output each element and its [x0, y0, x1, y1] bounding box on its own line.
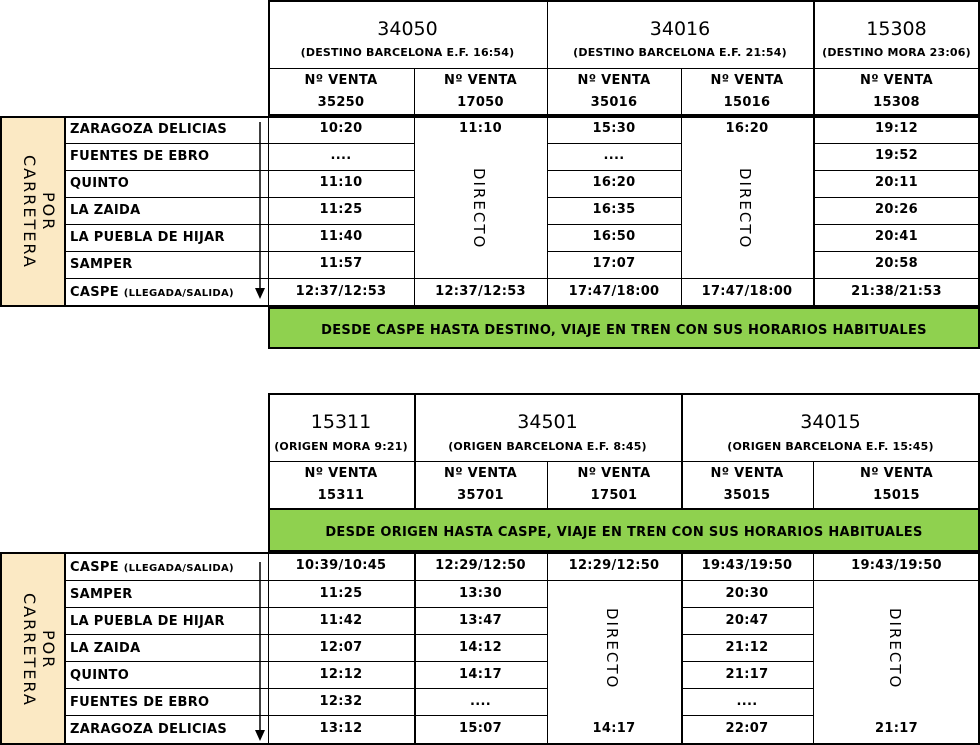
sale-number-label: Nº VENTA	[710, 466, 784, 481]
time-cell: 17:07	[592, 256, 636, 271]
time-cell: 12:12	[319, 667, 363, 682]
time-cell: 21:17	[725, 667, 769, 682]
directo-label: DIRECTO	[470, 168, 488, 250]
train-number: 34050	[377, 18, 438, 40]
station-name: QUINTO	[70, 668, 130, 683]
station-name: SAMPER	[70, 257, 133, 272]
sale-number-label: Nº VENTA	[710, 73, 784, 88]
station-note: (LLEGADA/SALIDA)	[123, 288, 234, 299]
station-name: LA ZAIDA	[70, 641, 141, 656]
station-name: LA PUEBLA DE HIJAR	[70, 230, 225, 245]
directo-label: DIRECTO	[736, 168, 754, 250]
time-cell: 14:17	[592, 721, 636, 736]
sale-number: 35016	[590, 95, 638, 110]
time-cell: 20:47	[725, 613, 769, 628]
time-cell: 12:37/12:53	[435, 284, 526, 299]
time-cell: 16:50	[592, 229, 636, 244]
sale-number-label: Nº VENTA	[444, 73, 517, 88]
time-cell: 11:10	[319, 175, 363, 190]
sale-number-label: Nº VENTA	[860, 73, 933, 88]
time-cell: 10:39/10:45	[295, 558, 387, 573]
station-name: CASPE	[70, 285, 119, 300]
sale-number-label: Nº VENTA	[577, 466, 651, 481]
sale-number-label: Nº VENTA	[444, 466, 517, 481]
station-name-caspe	[70, 285, 234, 300]
sale-number: 35250	[317, 95, 365, 110]
sale-number-label: Nº VENTA	[304, 466, 378, 481]
time-cell: 10:20	[319, 121, 363, 136]
arrow-down-icon	[254, 562, 266, 742]
sale-number: 35015	[723, 488, 771, 503]
sale-number: 15311	[317, 488, 365, 503]
time-cell: 11:42	[319, 613, 363, 628]
sale-number: 35701	[457, 488, 504, 503]
train-origin: (ORIGEN MORA 9:21)	[274, 440, 408, 453]
time-cell: 16:35	[592, 202, 636, 217]
time-cell: 15:30	[592, 121, 636, 136]
time-cell: 21:12	[725, 640, 769, 655]
time-cell: 12:29/12:50	[568, 558, 660, 573]
sale-number: 17501	[590, 488, 638, 503]
train-number: 34015	[800, 411, 861, 433]
time-cell: 13:12	[319, 721, 363, 736]
time-cell: 12:07	[319, 640, 363, 655]
sale-number-label: Nº VENTA	[577, 73, 651, 88]
time-cell: 14:17	[459, 667, 502, 682]
time-cell: 19:43/19:50	[701, 558, 793, 573]
time-cell: 19:43/19:50	[851, 558, 942, 573]
train-origin: (ORIGEN BARCELONA E.F. 8:45)	[448, 440, 647, 453]
station-name: LA ZAIDA	[70, 203, 141, 218]
time-cell: ....	[470, 694, 491, 709]
time-cell: 15:07	[459, 721, 502, 736]
time-cell: 11:25	[319, 586, 363, 601]
time-cell: 19:12	[875, 121, 918, 136]
time-cell: 13:47	[459, 613, 502, 628]
sale-number: 17050	[457, 95, 504, 110]
time-cell: ....	[330, 148, 352, 163]
time-cell: 12:32	[319, 694, 363, 709]
train-number: 15311	[310, 411, 372, 433]
time-cell: 11:40	[319, 229, 363, 244]
station-name: CASPE	[70, 560, 119, 575]
time-cell: ....	[603, 148, 625, 163]
time-cell: 17:47/18:00	[568, 284, 660, 299]
directo-label: DIRECTO	[886, 608, 904, 690]
time-cell: 11:10	[459, 121, 502, 136]
train-origin: (ORIGEN BARCELONA E.F. 15:45)	[727, 440, 934, 453]
time-cell: 17:47/18:00	[701, 284, 793, 299]
time-cell: 21:38/21:53	[851, 284, 942, 299]
station-name-caspe	[70, 560, 234, 575]
station-name: ZARAGOZA DELICIAS	[70, 722, 227, 737]
time-cell: 11:57	[319, 256, 363, 271]
time-cell: 20:41	[875, 229, 918, 244]
por-carretera-label: POR CARRETERA	[20, 154, 58, 269]
sale-number: 15015	[873, 488, 920, 503]
train-number: 34016	[649, 18, 711, 40]
time-cell: 13:30	[459, 586, 502, 601]
sale-number: 15016	[723, 95, 771, 110]
time-cell: 12:29/12:50	[435, 558, 526, 573]
train-destination: (DESTINO MORA 23:06)	[822, 46, 971, 59]
time-cell: 20:58	[875, 256, 918, 271]
sale-number: 15308	[873, 95, 920, 110]
station-name: QUINTO	[70, 176, 130, 191]
por-carretera-label: POR CARRETERA	[20, 592, 58, 707]
station-name: ZARAGOZA DELICIAS	[70, 122, 227, 137]
arrow-down-icon	[254, 122, 266, 300]
time-cell: 16:20	[725, 121, 769, 136]
sale-number-label: Nº VENTA	[304, 73, 378, 88]
time-cell: 11:25	[319, 202, 363, 217]
time-cell: 16:20	[592, 175, 636, 190]
time-cell: 20:30	[725, 586, 769, 601]
time-cell: 14:12	[459, 640, 502, 655]
time-cell: 20:26	[875, 202, 918, 217]
time-cell: 22:07	[725, 721, 769, 736]
time-cell: 19:52	[875, 148, 918, 163]
time-cell: 21:17	[875, 721, 918, 736]
train-destination: (DESTINO BARCELONA E.F. 21:54)	[573, 46, 787, 59]
train-destination: (DESTINO BARCELONA E.F. 16:54)	[300, 46, 515, 59]
info-banner-text: DESDE ORIGEN HASTA CASPE, VIAJE EN TREN CON SUS HORARIOS HABITUALES	[325, 525, 923, 540]
station-name: FUENTES DE EBRO	[70, 149, 210, 164]
station-name: SAMPER	[70, 587, 133, 602]
sale-number-label: Nº VENTA	[860, 466, 933, 481]
train-number: 15308	[866, 18, 927, 40]
time-cell: ....	[736, 694, 758, 709]
train-number: 34501	[517, 411, 578, 433]
station-note: (LLEGADA/SALIDA)	[123, 563, 234, 574]
info-banner-text: DESDE CASPE HASTA DESTINO, VIAJE EN TREN CON SUS HORARIOS HABITUALES	[321, 323, 927, 338]
station-name: FUENTES DE EBRO	[70, 695, 210, 710]
station-name: LA PUEBLA DE HIJAR	[70, 614, 225, 629]
time-cell: 20:11	[875, 175, 918, 190]
time-cell: 12:37/12:53	[295, 284, 387, 299]
directo-label: DIRECTO	[603, 608, 621, 690]
